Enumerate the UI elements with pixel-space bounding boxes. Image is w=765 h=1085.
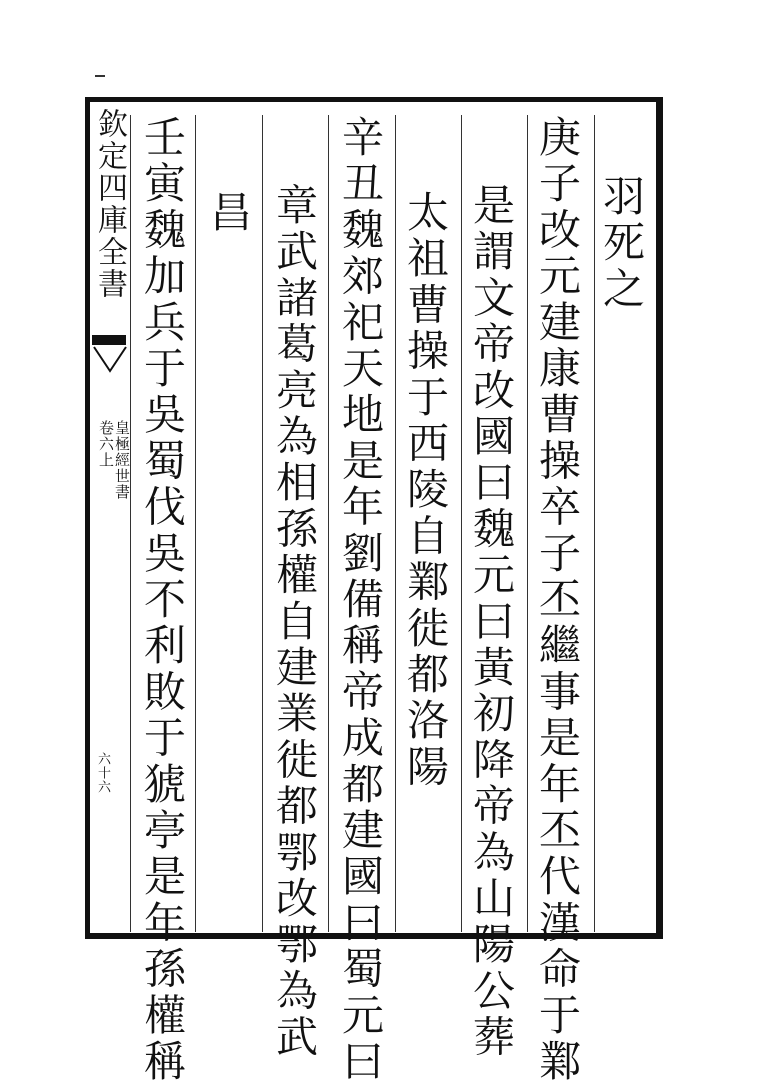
volume-number: 卷六上 <box>97 420 115 468</box>
text-column: 太祖曹操于西陵自鄴徙都洛陽 <box>401 190 450 791</box>
column-divider <box>328 115 329 932</box>
text-column: 羽死之 <box>597 174 646 313</box>
text-column: 章武諸葛亮為相孫權自建業徙都鄂改鄂為武 <box>270 183 319 1061</box>
column-divider <box>527 115 528 932</box>
book-series-title: 欽定四庫全書 <box>92 108 127 300</box>
column-divider <box>195 115 196 932</box>
book-name: 皇極經世書 <box>113 420 131 500</box>
column-divider <box>395 115 396 932</box>
fishtail-mark-icon <box>92 335 128 375</box>
column-divider <box>262 115 263 932</box>
text-column: 辛丑魏郊祀天地是年劉備稱帝成都建國曰蜀元曰 <box>336 115 385 1085</box>
margin-mark <box>95 75 105 77</box>
text-column: 是謂文帝改國曰魏元曰黃初降帝為山陽公葬 <box>467 183 516 1061</box>
text-column: 庚子改元建康曹操卒子丕繼事是年丕代漢命于鄴 <box>533 115 582 1085</box>
text-column: 壬寅魏加兵于吳蜀伐吳不利敗于猇亭是年孫權稱 <box>138 115 187 1085</box>
column-divider <box>594 115 595 932</box>
text-column: 昌 <box>204 190 253 237</box>
page-number: 六十六 <box>95 752 110 794</box>
column-divider <box>130 115 131 932</box>
column-divider <box>461 115 462 932</box>
